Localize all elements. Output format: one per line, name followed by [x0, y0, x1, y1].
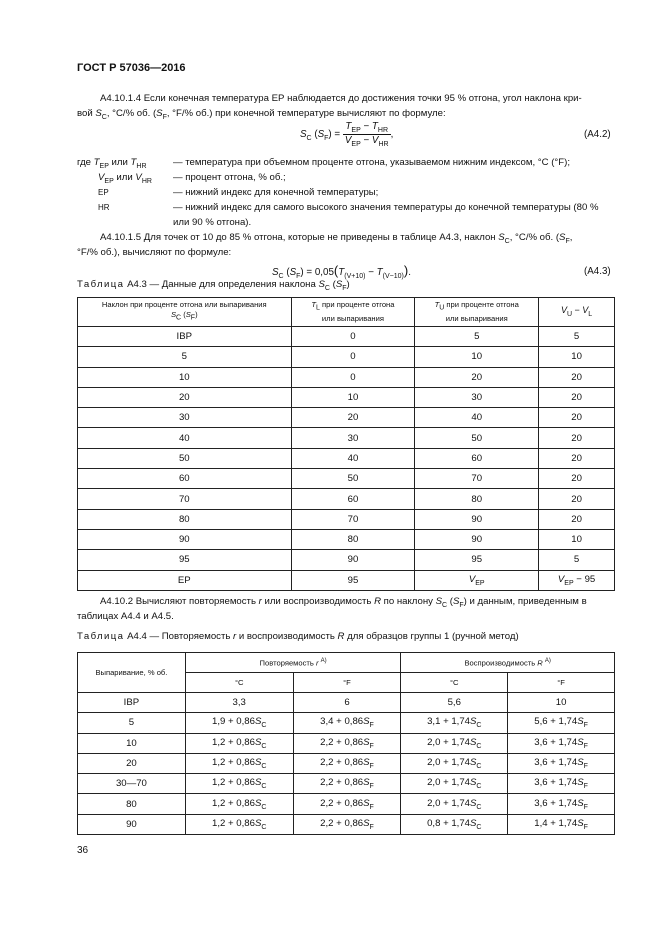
legend-sym-hr: HR — [98, 203, 110, 212]
table-cell: 20 — [539, 367, 615, 387]
unit-f: °F — [508, 673, 615, 693]
table-cell: 20 — [415, 367, 539, 387]
paragraph-a4-10-2-line1: А4.10.2 Вычисляют повторяемость r или воспроизводимость R по наклону $S_C$ $(S_F)$ и данным, приведенным в — [100, 596, 587, 609]
legend-text-hr: — нижний индекс для самого высокого значения температуры до конечной температуры (80 % — [173, 202, 599, 213]
table-cell: 60 — [415, 448, 539, 468]
table-cell: $3,6 + 1,74S_F$ — [508, 753, 615, 773]
table-row — [78, 733, 615, 753]
header-reproducibility: Воспроизводимость R $^{А)}$ — [401, 653, 615, 673]
table-row — [78, 529, 615, 549]
legend-text-hr-cont: или 90 % отгона). — [173, 217, 252, 228]
table-cell: 5 — [415, 327, 539, 347]
table-cell: $V_{EP} - 95$ — [539, 570, 615, 590]
table-cell: $0,8 + 1,74S_C$ — [401, 814, 508, 834]
table-cell: 95 — [415, 550, 539, 570]
table-cell: 90 — [78, 814, 186, 834]
table-cell: 5 — [539, 327, 615, 347]
formula-number-a4-2: (А4.2) — [584, 129, 611, 140]
table-cell: 90 — [291, 550, 415, 570]
table-row — [78, 327, 615, 347]
formula-a4-3: $S_C$ $(S_F) = 0,05(T_{(V+10)} - T_{(V-10)})$. — [272, 263, 411, 280]
table-cell: $1,2 + 0,86S_C$ — [185, 753, 293, 773]
table-cell: $3,6 + 1,74S_F$ — [508, 733, 615, 753]
table-cell: 20 — [539, 469, 615, 489]
table-cell: 50 — [78, 448, 292, 468]
table-cell: $1,2 + 0,86S_C$ — [185, 733, 293, 753]
document-header: ГОСТ Р 57036—2016 — [77, 62, 186, 74]
table-cell: $2,2 + 0,86S_F$ — [293, 774, 401, 794]
table-cell: 20 — [539, 428, 615, 448]
table-row — [78, 570, 615, 590]
table-row — [78, 469, 615, 489]
table-cell: 70 — [291, 509, 415, 529]
legend-text-ep: — нижний индекс для конечной температуры; — [173, 187, 379, 198]
table-cell: 60 — [291, 489, 415, 509]
table-row — [78, 550, 615, 570]
legend-text-t: — температура при объемном проценте отгона, указываемом нижним индексом, °С (°F); — [173, 157, 570, 168]
table-cell: 5 — [539, 550, 615, 570]
table-cell: 20 — [78, 387, 292, 407]
table-cell: 5 — [78, 713, 186, 733]
page-number: 36 — [77, 845, 89, 856]
table-cell: 90 — [415, 509, 539, 529]
table-cell: 6 — [293, 693, 401, 713]
formula-a4-2: $S_C$ $(S_F)$ = $\frac{T_{EP} - T_{HR}}{V_{EP} - V_{HR}}$ , — [300, 121, 394, 148]
table-cell: 30 — [415, 387, 539, 407]
paragraph-a4-10-1-4-line1: А4.10.1.4 Если конечная температура ЕР наблюдается до достижения точки 95 % отгона, угол наклона кри- — [100, 93, 582, 104]
table-row — [78, 367, 615, 387]
table-cell: $1,4 + 1,74S_F$ — [508, 814, 615, 834]
table-cell: $2,0 + 1,74S_C$ — [401, 753, 508, 773]
table-row — [78, 448, 615, 468]
table-cell: 10 — [78, 733, 186, 753]
table-cell: 95 — [291, 570, 415, 590]
table-cell: 40 — [291, 448, 415, 468]
table-a4-3 — [77, 297, 615, 591]
table-cell: 0 — [291, 347, 415, 367]
table-row — [78, 347, 615, 367]
table-row — [78, 428, 615, 448]
unit-f: °F — [293, 673, 401, 693]
table-cell: $V_{EP}$ — [415, 570, 539, 590]
table-cell: 80 — [415, 489, 539, 509]
table-cell: 95 — [78, 550, 292, 570]
table-cell: $3,4 + 0,86S_F$ — [293, 713, 401, 733]
table-cell: $1,9 + 0,86S_C$ — [185, 713, 293, 733]
table-cell: $1,2 + 0,86S_C$ — [185, 794, 293, 814]
table-cell: 20 — [291, 408, 415, 428]
table-cell: $2,2 + 0,86S_F$ — [293, 733, 401, 753]
table-cell: $1,2 + 0,86S_C$ — [185, 774, 293, 794]
table-cell: 20 — [539, 509, 615, 529]
table-cell: 10 — [539, 529, 615, 549]
header-repeatability: Повторяемость r $^{А)}$ — [185, 653, 401, 673]
table-cell: $1,2 + 0,86S_C$ — [185, 814, 293, 834]
table-a4-3-caption: Таблица А4.3 — Данные для определения наклона $S_C$ $(S_F)$ — [77, 279, 350, 292]
table-cell: $3,6 + 1,74S_F$ — [508, 794, 615, 814]
table-cell: 60 — [78, 469, 292, 489]
table-a4-3-header-row — [78, 298, 615, 327]
paragraph-a4-10-2-line2: таблицах А4.4 и А4.5. — [77, 611, 174, 622]
table-cell: 10 — [539, 347, 615, 367]
table-row — [78, 774, 615, 794]
header-evaporation: Выпаривание, % об. — [78, 653, 186, 693]
table-cell: $2,2 + 0,86S_F$ — [293, 753, 401, 773]
table-row — [78, 408, 615, 428]
table-cell: 50 — [291, 469, 415, 489]
unit-c: °С — [401, 673, 508, 693]
table-cell: 80 — [78, 509, 292, 529]
table-cell: $5,6 + 1,74S_F$ — [508, 713, 615, 733]
table-cell: 3,3 — [185, 693, 293, 713]
formula-number-a4-3: (А4.3) — [584, 266, 611, 277]
table-cell: 90 — [415, 529, 539, 549]
table-cell: 20 — [539, 448, 615, 468]
paragraph-a4-10-1-5-line1: А4.10.1.5 Для точек от 10 до 85 % отгона, которые не приведены в таблице А4.3, наклон $S_C$, °С/% об. ($S_F$, — [100, 232, 573, 245]
header-tu: $T_U$ при проценте отгона или выпаривания — [415, 298, 539, 327]
table-cell: 5,6 — [401, 693, 508, 713]
table-cell: 40 — [415, 408, 539, 428]
legend-sym-v: $V_{EP}$ или $V_{HR}$ — [98, 172, 152, 185]
table-cell: $2,0 + 1,74S_C$ — [401, 794, 508, 814]
table-cell: $2,0 + 1,74S_C$ — [401, 774, 508, 794]
paragraph-a4-10-1-4-line2: вой $S_C$, °С/% об. ($S_F$, °F/% об.) при конечной температуре вычисляют по формуле: — [77, 108, 446, 121]
table-cell: 5 — [78, 347, 292, 367]
table-cell: 0 — [291, 327, 415, 347]
table-cell: 80 — [78, 794, 186, 814]
table-row — [78, 794, 615, 814]
table-row — [78, 387, 615, 407]
unit-c: °С — [185, 673, 293, 693]
table-cell: 20 — [539, 387, 615, 407]
table-row — [78, 509, 615, 529]
table-row — [78, 693, 615, 713]
table-cell: EP — [78, 570, 292, 590]
table-cell: 40 — [78, 428, 292, 448]
table-cell: $3,1 + 1,74S_C$ — [401, 713, 508, 733]
table-cell: IBP — [78, 693, 186, 713]
table-row — [78, 713, 615, 733]
table-row — [78, 814, 615, 834]
table-cell: 30 — [78, 408, 292, 428]
table-cell: $2,2 + 0,86S_F$ — [293, 794, 401, 814]
legend-sym-ep: ЕР — [98, 188, 109, 197]
table-a4-4 — [77, 652, 615, 835]
table-cell: 90 — [78, 529, 292, 549]
table-cell: 30—70 — [78, 774, 186, 794]
table-cell: 10 — [415, 347, 539, 367]
table-cell: 20 — [78, 753, 186, 773]
table-cell: 10 — [291, 387, 415, 407]
header-vdiff: $V_U - V_L$ — [539, 298, 615, 327]
table-cell: $3,6 + 1,74S_F$ — [508, 774, 615, 794]
table-cell: 70 — [415, 469, 539, 489]
table-cell: 30 — [291, 428, 415, 448]
table-cell: 10 — [508, 693, 615, 713]
paragraph-a4-10-1-5-line2: °F/% об.), вычисляют по формуле: — [77, 247, 232, 258]
header-slope: Наклон при проценте отгона или выпаривания $S_C$ $(S_F)$ — [78, 298, 292, 327]
table-cell: 80 — [291, 529, 415, 549]
table-a4-4-caption: Таблица А4.4 — Повторяемость r и воспроизводимость R для образцов группы 1 (ручной метод) — [77, 631, 519, 642]
table-cell: $2,2 + 0,86S_F$ — [293, 814, 401, 834]
table-cell: IBP — [78, 327, 292, 347]
table-cell: 20 — [539, 408, 615, 428]
legend-text-v: — процент отгона, % об.; — [173, 172, 286, 183]
table-row — [78, 753, 615, 773]
table-cell: 20 — [539, 489, 615, 509]
table-cell: 50 — [415, 428, 539, 448]
table-cell: $2,0 + 1,74S_C$ — [401, 733, 508, 753]
table-cell: 10 — [78, 367, 292, 387]
table-row — [78, 489, 615, 509]
table-cell: 0 — [291, 367, 415, 387]
table-cell: 70 — [78, 489, 292, 509]
header-tl: $T_L$ при проценте отгона или выпаривания — [291, 298, 415, 327]
legend-sym-t: где $T_{EP}$ или $T_{HR}$ — [77, 157, 147, 170]
